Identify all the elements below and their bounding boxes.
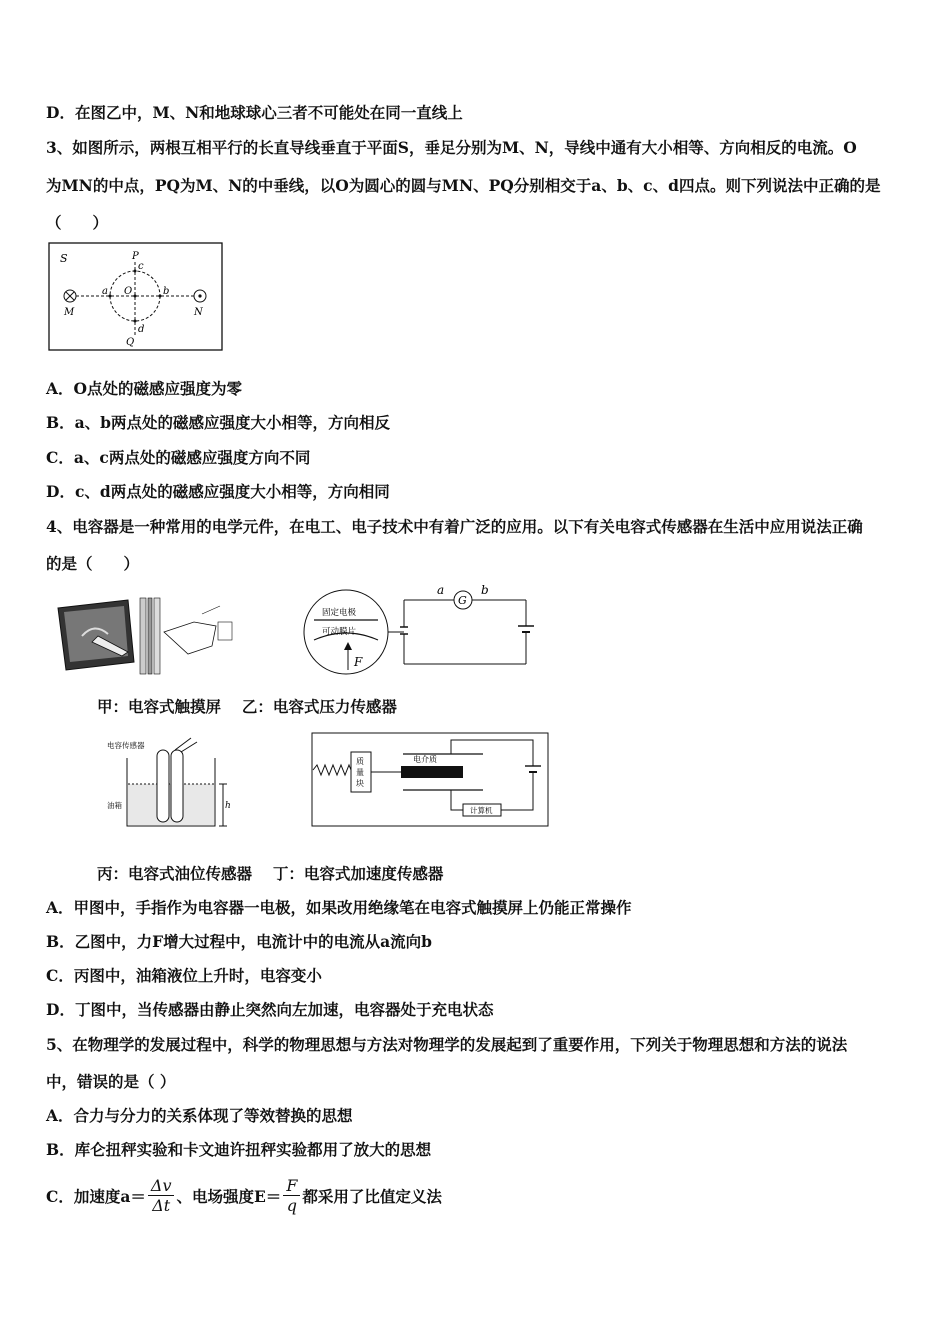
q5-option-b: B．库仑扭秤实验和卡文迪许扭秤实验都用了放大的思想 bbox=[46, 1140, 432, 1159]
acceleration-sensor-figure bbox=[311, 732, 551, 828]
fraction-f: F bbox=[283, 1176, 300, 1196]
layer-1 bbox=[140, 598, 146, 674]
point-b bbox=[159, 295, 162, 298]
layer-2 bbox=[148, 598, 152, 674]
point-a bbox=[109, 295, 112, 298]
sensor-label: 电容传感器 bbox=[107, 741, 145, 750]
q4-caption-1: 甲：电容式触摸屏 乙：电容式压力传感器 bbox=[97, 697, 397, 716]
label-c: c bbox=[138, 261, 144, 272]
fixed-electrode-label: 固定电极 bbox=[322, 608, 357, 618]
label-m: M bbox=[64, 307, 75, 318]
label-b: b bbox=[163, 286, 170, 297]
q4-option-b: B．乙图中，力F增大过程中，电流计中的电流从a流向b bbox=[46, 932, 432, 951]
q3-option-d: D．c、d两点处的磁感应强度大小相等，方向相同 bbox=[46, 482, 390, 501]
label-q: Q bbox=[126, 337, 135, 348]
label-d: d bbox=[138, 324, 145, 335]
q5-option-c bbox=[46, 1176, 442, 1215]
q5-stem-line1: 5、在物理学的发展过程中，科学的物理思想与方法对物理学的发展起到了重要作用，下列关于物理思想和方法的说法 bbox=[46, 1035, 848, 1054]
oil-level-sensor-figure bbox=[105, 736, 235, 832]
label-p: P bbox=[132, 251, 139, 262]
wire-bottom-left bbox=[451, 790, 463, 810]
movable-film-label: 可动膜片 bbox=[322, 627, 357, 637]
q2-option-d: D．在图乙中，M、N和地球球心三者不可能处在同一直线上 bbox=[46, 103, 463, 122]
fraction-f-q bbox=[283, 1176, 300, 1215]
computer-label: 计算机 bbox=[470, 806, 493, 815]
q3-option-a: A．O点处的磁感应强度为零 bbox=[46, 379, 243, 398]
wire-top bbox=[451, 740, 533, 766]
mass-label-1: 质 bbox=[356, 757, 364, 766]
point-o bbox=[134, 295, 137, 298]
dielectric-label: 电介质 bbox=[413, 755, 437, 764]
q4-option-c: C．丙图中，油箱液位上升时，电容变小 bbox=[46, 966, 322, 985]
q4-caption-2: 丙：电容式油位传感器 丁：电容式加速度传感器 bbox=[97, 864, 444, 883]
q3-stem-line2: 为MN的中点，PQ为M、N的中垂线，以O为圆心的圆与MN、PQ分别相交于a、b、c、d四点。则下列说法中正确的是 bbox=[46, 176, 881, 195]
q5-option-c-prefix: C．加速度a＝ bbox=[46, 1186, 146, 1206]
detail-box bbox=[218, 622, 232, 640]
dielectric-slab bbox=[401, 766, 463, 778]
q4-option-a: A．甲图中，手指作为电容器一电极，如果改用绝缘笔在电容式触摸屏上仍能正常操作 bbox=[46, 898, 632, 917]
layer-3 bbox=[154, 598, 160, 674]
dot-mark bbox=[198, 294, 201, 297]
hand-icon bbox=[164, 622, 216, 654]
force-label: F bbox=[354, 655, 363, 669]
fraction-dv-dt bbox=[148, 1176, 175, 1215]
force-arrowhead bbox=[344, 642, 352, 650]
q3-option-c: C．a、c两点处的磁感应强度方向不同 bbox=[46, 448, 311, 467]
h-label: h bbox=[225, 801, 231, 811]
wire-right bbox=[501, 772, 533, 810]
q5-option-c-middle: 、电场强度E＝ bbox=[176, 1186, 282, 1206]
fraction-q: q bbox=[286, 1196, 297, 1215]
mass-label-3: 块 bbox=[356, 779, 364, 788]
q3-option-b: B．a、b两点处的磁感应强度大小相等，方向相反 bbox=[46, 413, 390, 432]
q5-option-a: A．合力与分力的关系体现了等效替换的思想 bbox=[46, 1106, 353, 1125]
sensor-frame bbox=[312, 733, 548, 826]
q3-stem-line1: 3、如图所示，两根互相平行的长直导线垂直于平面S，垂足分别为M、N，导线中通有大小相等、方向相反的电流。O bbox=[46, 138, 857, 157]
label-s: S bbox=[60, 252, 68, 265]
oil-tank-label: 油箱 bbox=[107, 801, 122, 810]
q4-stem-line1: 4、电容器是一种常用的电学元件，在电工、电子技术中有着广泛的应用。以下有关电容式传感器在生活中应用说法正确 bbox=[46, 517, 863, 536]
q5-stem-line2: 中，错误的是（ ） bbox=[46, 1072, 176, 1091]
terminal-a-label: a bbox=[437, 583, 445, 597]
spring bbox=[313, 765, 351, 775]
fraction-dv: Δv bbox=[148, 1176, 175, 1196]
q4-stem-line2: 的是（ ） bbox=[46, 554, 140, 573]
pressure-sensor-figure bbox=[300, 582, 545, 682]
label-a: a bbox=[102, 286, 108, 297]
fraction-dt: Δt bbox=[152, 1196, 171, 1215]
mass-label-2: 量 bbox=[356, 768, 364, 777]
galvanometer-label: G bbox=[458, 594, 467, 607]
pointer-line bbox=[202, 606, 220, 614]
outer-tube bbox=[157, 750, 169, 822]
q4-option-d: D．丁图中，当传感器由静止突然向左加速，电容器处于充电状态 bbox=[46, 1000, 494, 1019]
lead-1 bbox=[175, 738, 191, 750]
inner-tube bbox=[171, 750, 183, 822]
label-o: O bbox=[124, 286, 133, 297]
touchscreen-figure bbox=[52, 596, 242, 676]
point-c bbox=[134, 270, 137, 273]
q5-option-c-suffix: 都采用了比值定义法 bbox=[302, 1186, 442, 1206]
point-d bbox=[134, 320, 137, 323]
q3-answer-blank: （ ） bbox=[46, 213, 109, 232]
q3-field-diagram bbox=[48, 242, 224, 352]
terminal-b-label: b bbox=[481, 583, 489, 597]
label-n: N bbox=[194, 307, 203, 318]
